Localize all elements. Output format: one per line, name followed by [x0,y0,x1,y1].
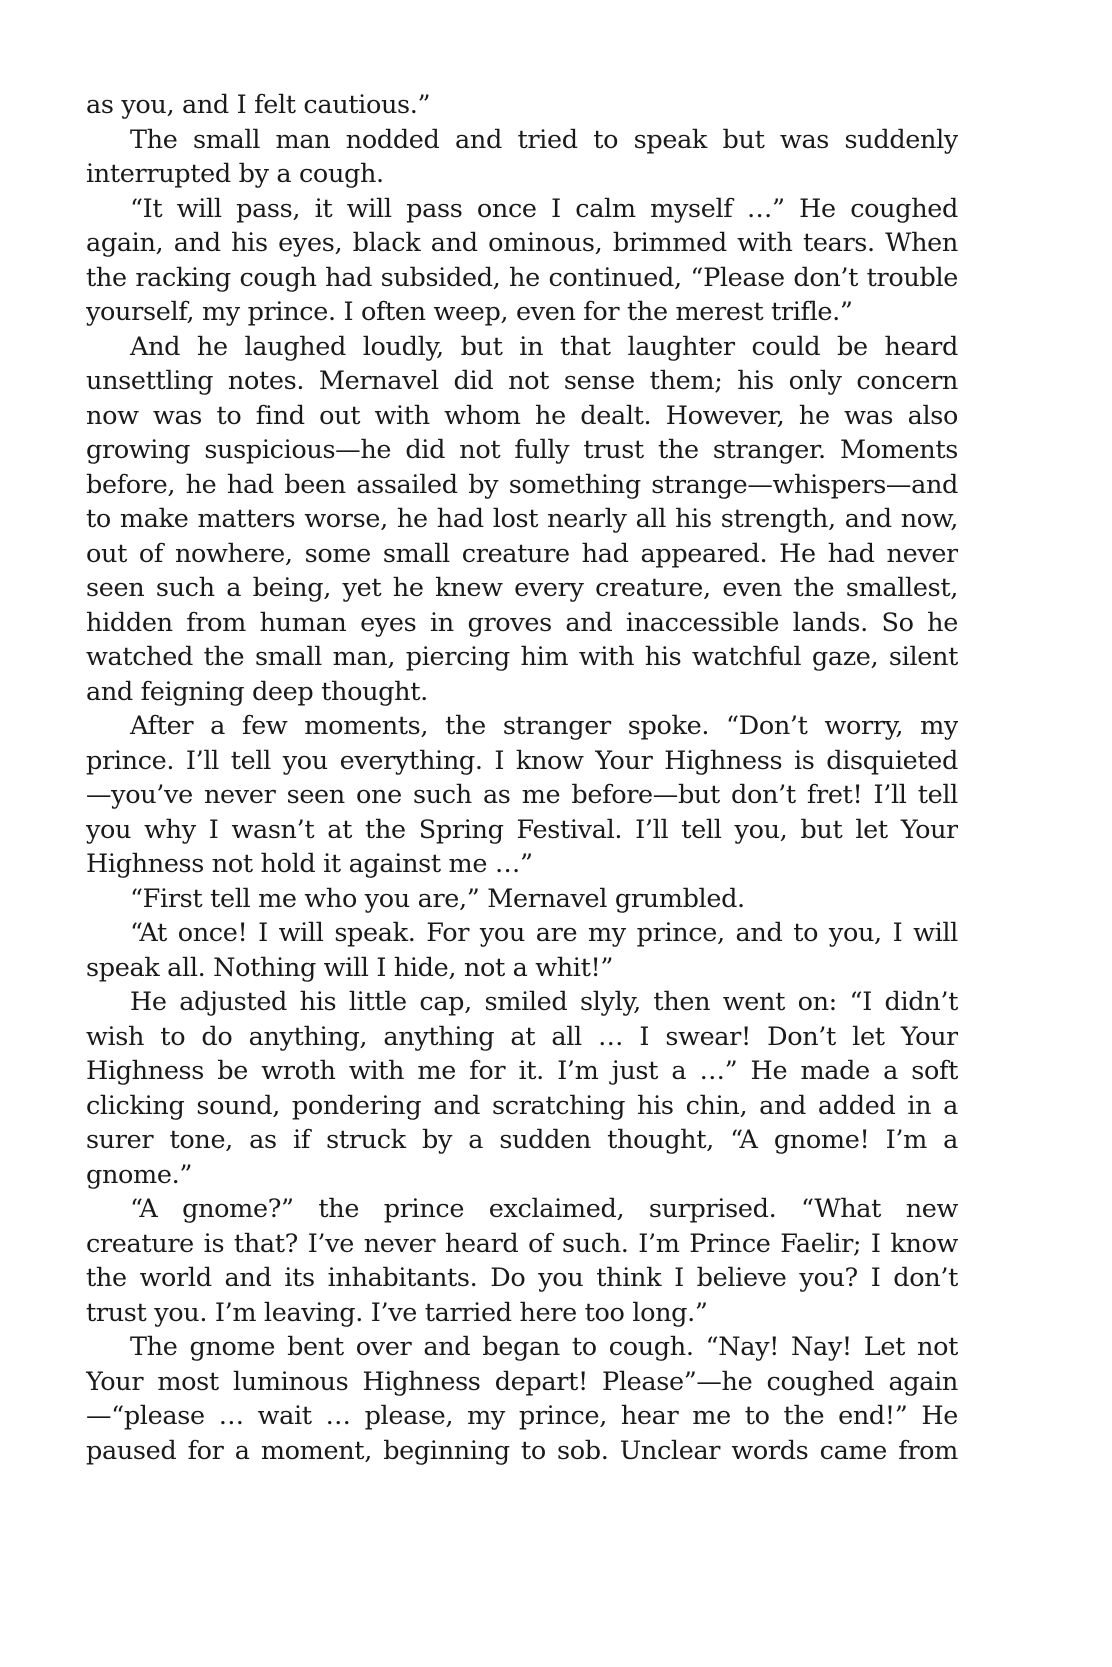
paragraph [86,330,958,710]
text-line: clicking sound, pondering and scratching his chin, and added in a [86,1090,958,1121]
text-line: out of nowhere, some small creature had appeared. He had never [86,538,958,569]
paragraph [86,916,958,985]
text-line: “At once! I will speak. For you are my prince, and to you, I will [130,918,958,948]
paragraph [86,1330,958,1468]
text-line: as you, and I felt cautious.” [86,90,431,120]
text-line: —“please … wait … please, my prince, hear me to the end!” He [86,1401,958,1431]
text-line: The gnome bent over and began to cough. “Nay! Nay! Let not [130,1332,958,1362]
text-line: the racking cough had subsided, he continued, “Please don’t trouble [86,262,958,293]
text-line: creature is that? I’ve never heard of such. I’m Prince Faelir; I know [86,1228,958,1259]
text-line: “First tell me who you are,” Mernavel grumbled. [130,883,745,914]
text-line: seen such a being, yet he knew every creature, even the smallest, [86,573,958,603]
text-line: After a few moments, the stranger spoke. “Don’t worry, my [130,711,958,741]
text-line: now was to find out with whom he dealt. However, he was also [86,400,958,431]
text-line: unsettling notes. Mernavel did not sense them; his only concern [86,366,958,396]
text-line: Highness be wroth with me for it. I’m just a …” He made a soft [86,1056,958,1086]
text-line: “It will pass, it will pass once I calm myself …” He coughed [130,193,958,224]
text-line: to make matters worse, he had lost nearly all his strength, and now, [86,504,958,534]
text-line: trust you. I’m leaving. I’ve tarried here too long.” [86,1297,708,1328]
text-line: prince. I’ll tell you everything. I know Your Highness is disquieted [86,745,958,776]
text-line: again, and his eyes, black and ominous, brimmed with tears. When [86,228,958,258]
book-page [86,88,958,1468]
text-line: Highness not hold it against me …” [86,849,533,879]
paragraph [86,88,958,123]
paragraph [86,123,958,192]
paragraph [86,882,958,917]
text-line: the world and its inhabitants. Do you think I believe you? I don’t [86,1263,958,1293]
text-line: The small man nodded and tried to speak but was suddenly [130,124,958,155]
text-line: “A gnome?” the prince exclaimed, surprised. “What new [130,1194,958,1224]
text-line: hidden from human eyes in groves and inaccessible lands. So he [86,607,958,638]
text-line: He adjusted his little cap, smiled slyly, then went on: “I didn’t [130,987,958,1017]
text-line: paused for a moment, beginning to sob. Unclear words came from [86,1435,958,1466]
paragraph [86,1192,958,1330]
text-line: Your most luminous Highness depart! Please”—he coughed again [86,1366,958,1397]
text-line: gnome.” [86,1159,193,1190]
text-line: yourself, my prince. I often weep, even for the merest trifle.” [86,297,853,327]
text-line: wish to do anything, anything at all … I swear! Don’t let Your [86,1021,958,1052]
text-line: interrupted by a cough. [86,159,384,189]
paragraph [86,709,958,882]
paragraph [86,985,958,1192]
text-line: before, he had been assailed by something strange—whispers—and [86,469,958,500]
text-line: you why I wasn’t at the Spring Festival. I’ll tell you, but let Your [86,814,958,845]
text-line: watched the small man, piercing him with his watchful gaze, silent [86,642,958,672]
paragraph [86,192,958,330]
text-line: —you’ve never seen one such as me before—but don’t fret! I’ll tell [86,780,958,810]
text-line: growing suspicious—he did not fully trust the stranger. Moments [86,435,958,465]
text-line: And he laughed loudly, but in that laughter could be heard [130,331,958,362]
text-line: speak all. Nothing will I hide, not a whit!” [86,952,614,983]
text-line: surer tone, as if struck by a sudden thought, “A gnome! I’m a [86,1125,958,1155]
text-line: and feigning deep thought. [86,676,428,707]
